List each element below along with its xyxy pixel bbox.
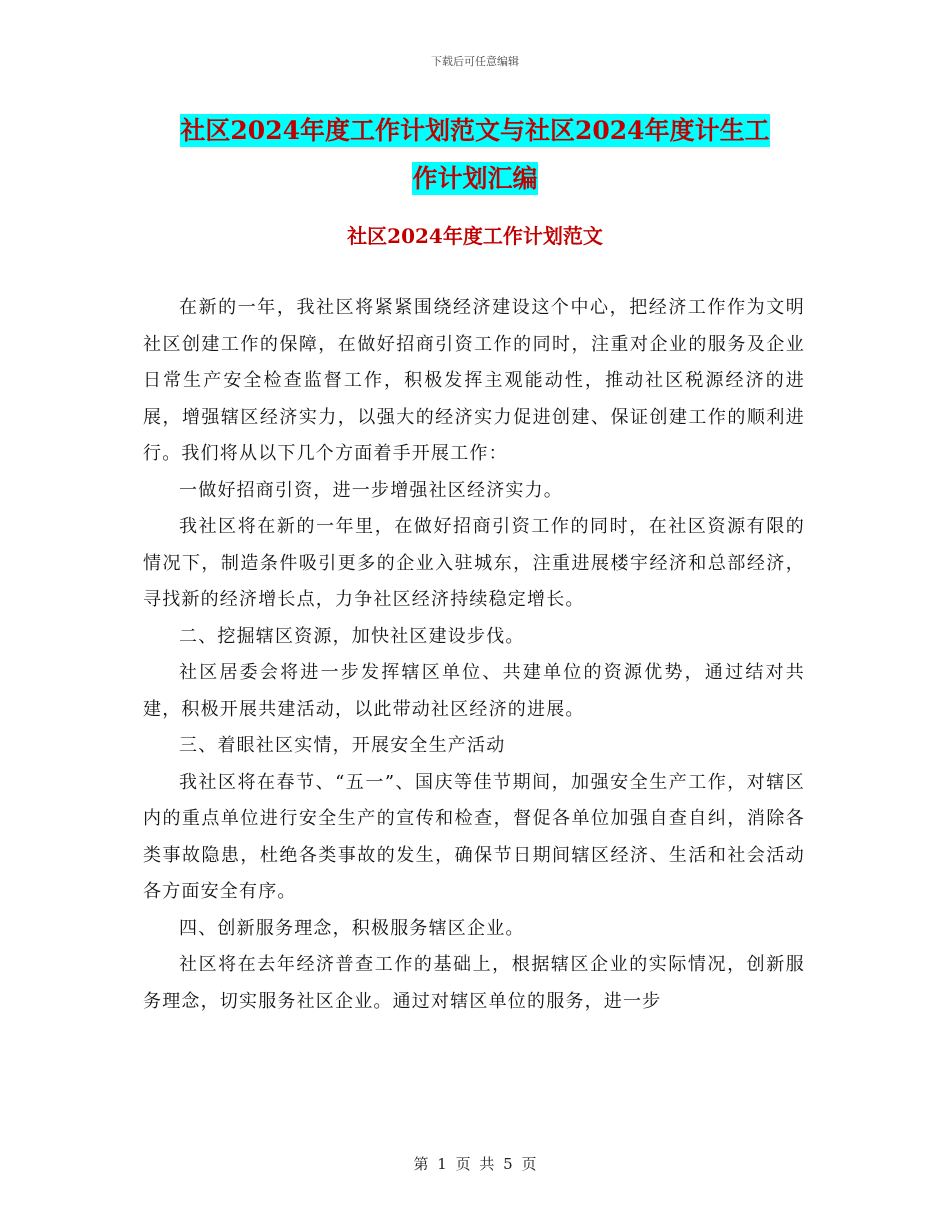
paragraph: 四、创新服务理念，积极服务辖区企业。 xyxy=(179,917,525,939)
paragraph: 我社区将在新的一年里，在做好招商引资工作的同时，在社区资源有限的情况下，制造条件吸引更多的企业入驻城东，注重进展楼宇经济和总部经济，寻找新的经济增长点，力争社区经济持续稳定增长。 xyxy=(143,516,805,610)
paragraph: 二、挖掘辖区资源，加快社区建设步伐。 xyxy=(179,625,525,647)
paragraph: 社区将在去年经济普查工作的基础上，根据辖区企业的实际情况，创新服务理念，切实服务社区企业。通过对辖区单位的服务，进一步 xyxy=(143,954,805,1012)
page-footer: 第 1 页 共 5 页 xyxy=(413,1155,537,1173)
title-line-1: 社区2024年度工作计划范文与社区2024年度计生工 xyxy=(180,116,770,145)
paragraph: 一做好招商引资，进一步增强社区经济实力。 xyxy=(179,479,563,501)
paragraph: 我社区将在春节、“五一”、国庆等佳节期间，加强安全生产工作，对辖区内的重点单位进行安全生产的宣传和检查，督促各单位加强自查自纠，消除各类事故隐患，杜绝各类事故的发生，确保节日期间辖区经济、生活和社会活动各方面安全有序。 xyxy=(143,771,805,902)
title-line-2: 作计划汇编 xyxy=(412,164,538,193)
section-title: 社区2024年度工作计划范文 xyxy=(347,224,603,248)
paragraph: 社区居委会将进一步发挥辖区单位、共建单位的资源优势，通过结对共建，积极开展共建活动，以此带动社区经济的进展。 xyxy=(143,662,805,720)
paragraph: 三、着眼社区实情，开展安全生产活动 xyxy=(179,735,506,756)
header-note: 下载后可任意编辑 xyxy=(431,55,519,68)
document-body xyxy=(143,290,805,1020)
document-title xyxy=(140,107,810,203)
paragraph: 在新的一年，我社区将紧紧围绕经济建设这个中心，把经济工作作为文明社区创建工作的保障，在做好招商引资工作的同时，注重对企业的服务及企业日常生产安全检查监督工作，积极发挥主观能动性，推动社区税源经济的进展，增强辖区经济实力，以强大的经济实力促进创建、保证创建工作的顺利进行。我们将从以下几个方面着手开展工作： xyxy=(143,297,805,464)
